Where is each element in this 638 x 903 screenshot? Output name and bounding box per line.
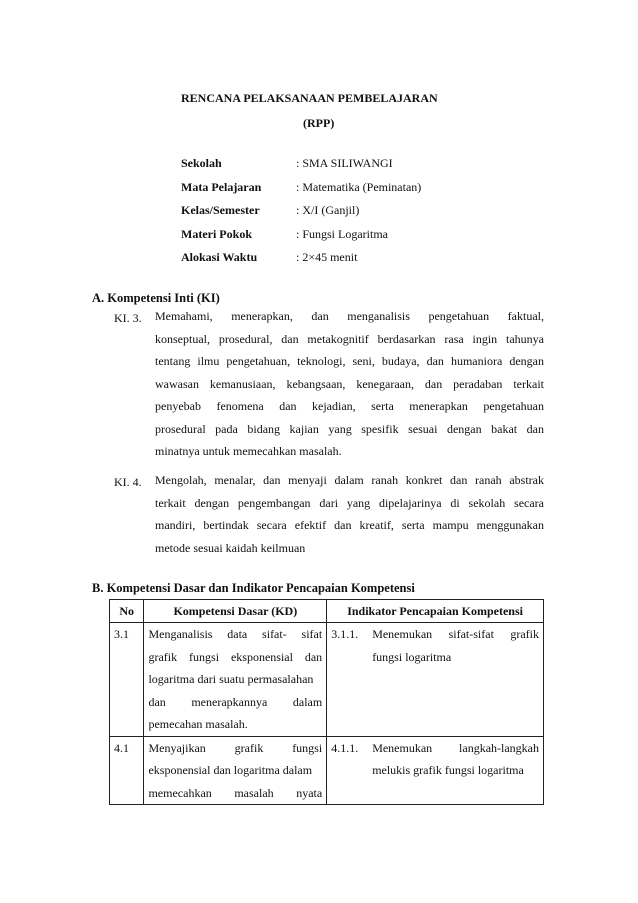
column-header-no: No: [110, 600, 144, 623]
ki-line: metode sesuai kaidah keilmuan: [155, 540, 306, 555]
identity-block: [181, 156, 421, 274]
indicator-line: Menemukan langkah-langkah: [372, 740, 539, 755]
kd-line: dan menerapkannya dalam: [148, 694, 323, 709]
section-b-heading: B. Kompetensi Dasar dan Indikator Pencapaian Kompetensi: [92, 581, 415, 595]
table-row: [110, 623, 544, 737]
row-no: [110, 623, 144, 737]
indicator-line: fungsi logaritma: [372, 649, 452, 664]
ki-line: minatnya untuk memecahkan masalah.: [155, 444, 342, 458]
table-header-row: [110, 600, 544, 623]
no-text: 3.1: [114, 627, 129, 641]
info-label: Mata Pelajaran: [181, 179, 262, 194]
row-no: [110, 736, 144, 805]
column-header-kd: Kompetensi Dasar (KD): [144, 600, 327, 623]
info-row-subject: [181, 180, 421, 204]
info-row-topic: [181, 227, 421, 251]
kd-line: logaritma dari suatu permasalahan: [148, 672, 314, 686]
info-label: Alokasi Waktu: [181, 250, 258, 264]
kd-line: eksponensial dan logaritma dalam: [148, 763, 313, 777]
ki-line: terkait dengan pengembangan dari yang dipelajarinya di sekolah secara: [155, 495, 544, 510]
ki-number: KI. 4.: [114, 475, 142, 489]
kd-line: grafik fungsi eksponensial dan: [148, 649, 323, 664]
info-value: : Matematika (Peminatan): [296, 179, 422, 194]
no-text: 4.1: [114, 740, 129, 755]
info-value: : Fungsi Logaritma: [296, 226, 388, 241]
indicator-code: 3.1.1.: [331, 627, 359, 641]
row-indicator: [327, 623, 544, 737]
ki-text: [155, 305, 544, 463]
kd-line: Menganalisis data sifat- sifat: [148, 627, 323, 641]
ki-line: mandiri, bertindak secara efektif dan kreatif, serta mampu menggunakan: [155, 518, 544, 532]
info-row-time: [181, 250, 421, 274]
ki-line: prosedural pada bidang kajian yang spesifik sesuai dengan bakat dan: [155, 421, 544, 436]
row-kd: [144, 736, 327, 805]
info-label: Sekolah: [181, 156, 222, 170]
info-value: : SMA SILIWANGI: [296, 156, 393, 170]
row-kd: [144, 623, 327, 737]
indicator-line: Menemukan sifat-sifat grafik: [372, 627, 539, 641]
info-value: : X/I (Ganjil): [296, 203, 360, 217]
competency-table: [109, 599, 544, 805]
info-label: Kelas/Semester: [181, 203, 260, 217]
info-value: : 2×45 menit: [296, 250, 358, 264]
ki-line: Memahami, menerapkan, dan menganalisis pengetahuan faktual,: [155, 309, 544, 323]
ki-line: penyebab fenomena dan kejadian, serta menerapkan pengetahuan: [155, 399, 544, 413]
column-header-indicator: Indikator Pencapaian Kompetensi: [327, 600, 544, 623]
kd-line: memecahkan masalah nyata: [148, 785, 323, 800]
ki-line: tentang ilmu pengetahuan, teknologi, seni, budaya, dan humaniora dengan: [155, 354, 544, 368]
kd-line: pemecahan masalah.: [148, 717, 248, 731]
info-row-class: [181, 203, 421, 227]
title-text: RENCANA PELAKSANAAN PEMBELAJARAN: [181, 91, 438, 105]
indicator-line: melukis grafik fungsi logaritma: [372, 763, 524, 777]
row-indicator: [327, 736, 544, 805]
indicator-code: 4.1.1.: [331, 740, 359, 755]
ki-line: wawasan kemanusiaan, kebangsaan, kenegaraan, dan peradaban terkait: [155, 376, 544, 391]
info-row-school: [181, 156, 421, 180]
indicator-entry: [331, 737, 539, 782]
section-a-heading: A. Kompetensi Inti (KI): [92, 291, 220, 305]
kd-line: Menyajikan grafik fungsi: [148, 740, 323, 755]
ki-line: konseptual, prosedural, dan metakognitif berdasarkan rasa ingin tahunya: [155, 331, 544, 346]
ki-line: Mengolah, menalar, dan menyaji dalam ranah konkret dan ranah abstrak: [155, 473, 544, 487]
ki-text: [155, 469, 544, 559]
indicator-entry: [331, 623, 539, 668]
table-row: [110, 736, 544, 805]
ki-number: KI. 3.: [114, 311, 142, 325]
info-label: Materi Pokok: [181, 226, 252, 241]
subtitle-text: (RPP): [303, 116, 335, 130]
